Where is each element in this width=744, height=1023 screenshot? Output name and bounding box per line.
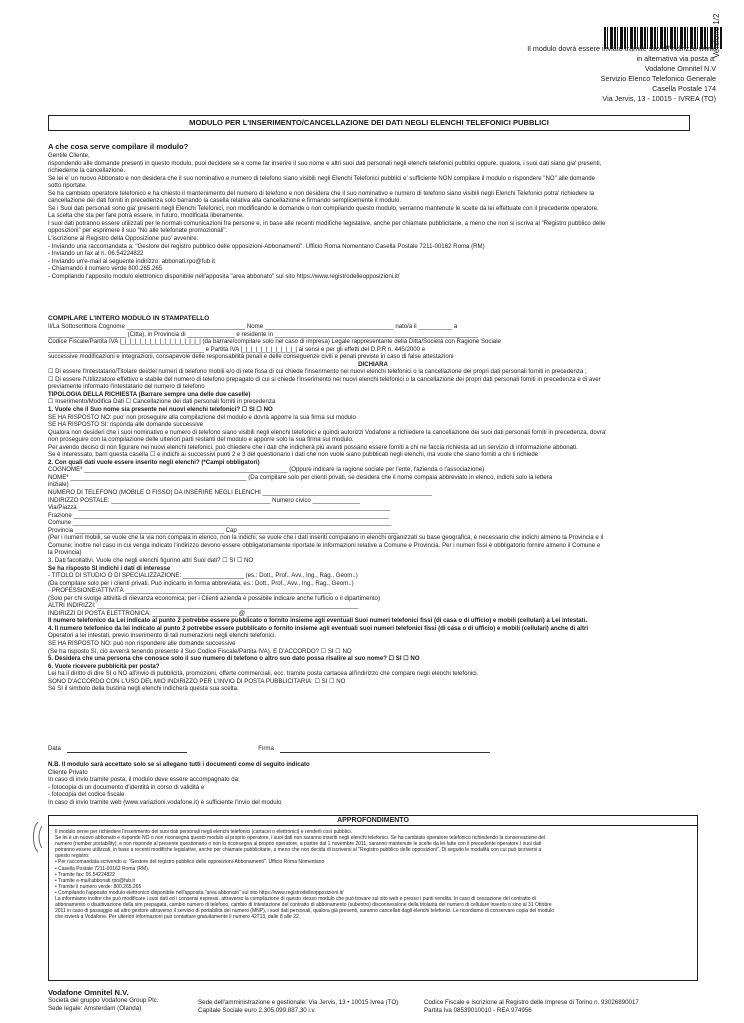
form-line: Qualora non desideri che i suoi nominativo e numero di telefono siano visibili negli elenchi telefonici e quindi autorizzi Vodafone a richiedere la cancellazione dei suoi dati personali forniti in precedenza, dovra' [48,428,607,436]
nb-line: - fotocopia di un documento d'identità in corso di validità e [48,783,205,791]
form-line: ALTRI INDIRIZZI: _____________________________________________________________________________ [48,602,359,610]
intro-line: cancellazione dei dati forniti in precedenza solo barrando la casella relativa alla cancellazione e firmando semplicemente il modulo. [48,197,401,205]
approfondimento-box [48,826,698,981]
form-heading: COMPILARE L'INTERO MODULO IN STAMPATELLO [48,315,210,322]
approfondimento-line: • Tramite e-mail:abbonati.rpo@fub.it [55,877,135,884]
form-line: (Solo per chi svolge attività di rilevanza economica; per i Clienti azienda è possibile indicare anche l'ufficio o il dipartimento) [48,594,380,602]
footer-line: Codice Fiscale e iscrizione al Registro delle Imprese di Torino n. 93026890017 [424,999,639,1006]
intro-line: richiederne la cancellazione. [48,167,125,175]
form-line: ______________________________________________ e Partita IVA |_|_|_|_|_|_|_|_|_|_|_| ai sensi e per gli effetti del D.P.R n. 445/2000 e [48,345,426,353]
approfondimento-text [55,829,691,920]
form-line: ☐ Inserimento/Modifica Dati ☐ Cancellazione dei dati personali forniti in precedenza [48,398,276,406]
intro-line: - Inviando un fax al n. 06.54224822 [48,250,144,258]
form-line: INDIRIZZI DI POSTA ELETTRONICA: _________________________ @ ______________________________ [48,609,349,617]
form-fields[interactable] [48,323,698,693]
form-line: Comune ______________________________________________________________________________________________ [48,519,392,527]
intro-line: Se ha cambiato operatore telefonico e ha chiesto il mantenimento del numero di telefono e non desidera che il suo nominativo e numero di telefono siano visibili negli Elenchi Telefonici potra' richiedere la [48,189,595,197]
form-line: successive modificazioni e integrazioni, consapevole delle responsabilità penali e delle conseguenze civili e penali previste in caso di false attestazioni [48,353,454,361]
intro-line: Se lei e' un nuovo Abbonato e non desidera che il suo nominativo e numero di telefono siano visibili negli Elenchi Telefonici pubblici e' sufficiente NON compilare il modulo o rispondere "NO" alle domande [48,174,596,182]
form-line: (Se ha risposto Sì, ciò avverrà tenendo presente il Suo Codice Fiscale/Partita IVA). È D'ACCORDO? ☐ SI ☐ NO [48,647,352,655]
form-line: SONO D'ACCORDO CON L'USO DEL MIO INDIRIZZO PER L'INVIO DI POSTA PUBBLICITARIA: ☐ SI ☐ NO [48,677,346,685]
date-label: Data [48,745,61,752]
form-line: iniziale) [48,481,69,489]
form-line: ☐ Di essere l'Intestatario/Titolare dei/del numeri di telefono mobili e/o di rete fissa di cui chiede l'inserimento nei nuovi elenchi telefonici o la cancellazione dei propri dati personali forniti in precedenza ; [48,368,587,376]
form-line: INDIRIZZO POSTALE: _______________________________________________ Numero civico ______________ [48,496,360,504]
date-field[interactable] [67,746,187,753]
approfondimento-line: • Per raccomandata scrivendo a: "Gestore del registro pubblico delle opposizioni-Abbonamenti". Ufficio Roma Nomentano [55,859,325,866]
form-line: ☐ Di essere l'Utilizzatore effettivo e stabile del numero di telefono prepagato di cui si chiede l'inserimento nei nuovi elenchi telefonici o la cancellazione dei propri dati personali forniti in precedenza e di aver [48,375,601,383]
form-line: Operatori a lei intestati, previo inserimento di tali numerazioni negli elenchi telefonici. [48,632,276,640]
approfondimento-line: 2011 in caso di passaggio ad altro gestore attraverso il servizio di portabilità del numero (MNP), i suoi dati personali, qualora già presenti, saranno cancellati dagli elenchi telefonici. Le ricordiamo di conservare copia del modulo [55,908,555,915]
form-line: Via/Piazza ____________________________________________________________________________________________ [48,504,391,512]
footer-center [198,999,398,1015]
nb-section [48,761,698,806]
stamp-mark-icon [28,820,48,854]
form-line: previamente informato l'intestatario del numero di telefono [48,383,205,391]
form-line: Per avendo deciso di non figurare nei nuovi elenchi telefonici, può chiedere che i dati che indicherà più avanti possano essere forniti a chi ne faccia richiesta ad un servizio di informazione abbonati. [48,443,578,451]
version-label: Versione 1/2 [712,13,721,58]
form-line: NOME* ____________________________________________________ (Da compilare solo per clienti privati, se desidera che il nome compaia abbreviato in elenco, indichi solo la lettera [48,473,553,481]
form-line: 3. Dati facoltativi. Vuole che negli elenchi figurino altri Suoi dati? ☐ SI ☐ NO [48,556,254,564]
footer-left [48,989,158,1013]
intro-line: - Inviando un'e-mail al seguente indirizzo: abbonati.rpo@fub.it [48,257,215,265]
approfondimento-line: che invierà a Vodafone. Per ulteriori informazioni può contattare gratuitamente il numero 42713, dalle 8 alle 22. [55,914,301,921]
approfondimento-line: potranno essere utilizzati, in base a recenti modifiche legislative, anche per chiamate pubblicitarie, a meno che non decida di iscriversi al "Registro pubblico delle opposizioni". Di seguito le modalità con cui può iscriversi a [55,847,542,854]
footer-line: Partita Iva 08539010010 - REA 974956 [424,1007,532,1014]
approfondimento-line: • Compilando l'apposito modulo elettronico disponibile nell'apposita "area abbonato" sul sito https://www.registrodelleopposizioni.it/ [55,889,344,896]
footer-line: Società del gruppo Vodafone Group Plc. [48,997,159,1004]
approfondimento-line: • Tramite fax: 06.54224822 [55,871,115,878]
footer-line: Sede legale: Amsterdam (Olanda) [48,1005,142,1012]
intro-text [48,152,698,280]
footer-right [424,999,639,1015]
form-line: la Provincia) [48,549,82,557]
company-name: Vodafone Omnitel N.V. [48,988,129,997]
signature-label: Firma [258,745,274,752]
intro-line: Se i Suoi dati personali sono gia' presenti negli Elenchi Telefonici, non modificando le domande o non compilando questo modulo, verranno mantenute le scelte da lei effettuate con il precedente operatore. [48,204,599,212]
header-line: Servizio Elenco Telefonico Generale [600,74,716,83]
header-line: Vodafone Omnitel N.V [644,64,716,73]
nb-text [48,769,698,807]
signature-row [48,745,698,757]
signature-field[interactable] [280,746,490,753]
approfondimento-line: questo registro: [55,853,90,860]
header-line: in alternativa via posta a: [636,54,716,63]
form-line: 2. Con quali dati vuole essere inserito negli elenchi? (*Campi obbligatori) [48,458,260,466]
approfondimento-line: • Casella Postale 7211-00162 Roma (RM). [55,865,150,872]
intro-line: - Compilando l'apposito modulo elettronico disponibile nell'apposita "area abbonato" sul sito https://www.registrodelleopposizioni.it/ [48,272,400,280]
intro-line: La scelta che sta per fare potrà essere, in futuro, modificata liberamente. [48,212,244,220]
form-line: Se è interessato, barri questa casella ☐ e indichi ai successivi punti 2 e 3 del questionario i dati che non vuole siano pubblicati negli elenchi, ma vuole che siano forniti a chi li richiede [48,451,539,459]
form-line: SE HA RISPOSTO SI: risponda alle domande successive [48,421,204,429]
form-line: 1. Vuole che il Suo nome sia presente nei nuovi elenchi telefonici? ☐ SI ☐ NO [48,406,273,414]
intro-line: opposizioni" per esprimere il suo "No alle telefonate promozionali". [48,227,228,235]
intro-line: rispondendo alle domande presenti in questo modulo, puoi decidere se e come far inserire il suo nome e altri suoi dati personali negli elenchi telefonici pubblici oppure, qualora, i suoi dati siano gia' presenti, [48,159,602,167]
form-line: NUMERO DI TELEFONO (MOBILE O FISSO) DA INSERIRE NEGLI ELENCHI __________________________________________________ [48,489,433,497]
form-line: TIPOLOGIA DELLA RICHIESTA (Barrare sempre una delle due caselle) [48,390,251,398]
form-line: 4. Il numero telefonico da lei indicato al punto 2 potrebbe essere pubblicato o fornito insieme agli eventuali suoi numeri telefonici fissi (di casa o di ufficio) e mobili (cellulari) anche di altri [48,624,589,632]
nb-line: Cliente Privato [48,768,88,776]
header-line: Casella Postale 174 [652,84,716,93]
approfondimento-line: Il modulo serve per richiedere l'inserimento dei suoi dati personali negli elenchi telefonici (cartacei o elettronici) e renderli così pubblici. [55,829,352,835]
intro-line: I suoi dati potranno essere utilizzati per le normali comunicazioni fra persone e, in base alle recenti modifiche legislative, anche per chiamate pubblicitarie, a meno che non si iscriva al "Registro pubblico delle [48,219,606,227]
form-line: - TITOLO DI STUDIO O DI SPECIALIZZAZIONE: __________________ (es.: Dott., Prof., Avv., Ing., Rag., Geom..) [48,572,358,580]
form-line: (Da compilare solo per i clienti privati. Può indicarlo in forma abbreviata, es.: Dott., Prof., Avv., Ing., Rag., Geom..) [48,579,354,587]
approfondimento-line: Se lei è un nuovo abbonato e risponde NO o non riconsegna questo modulo al proprio operatore, i suoi dati non saranno inseriti negli elenchi telefonici. Se ha cambiato operatore telefonico richiedendo la conservazione del [55,835,546,842]
form-section [48,314,698,693]
intro-section [48,142,698,280]
form-line: Codice Fiscale/Partita IVA |_|_|_|_|_|_|_|_|_|_|_|_|_|_|_|_| (da barrare/compilare solo nel caso di impresa) Legale rappresentante della Ditta/Società con Ragione Sociale [48,338,501,346]
nb-line: In caso di invio tramite posta, il modulo deve essere accompagnato da: [48,776,240,784]
footer-line: Capitale Sociale euro 2.305.099.887,30 i.v. [198,1007,316,1014]
header-line: Il modulo dovrà essere inviato tramite sito all'indirizzo www. [527,44,716,53]
intro-heading: A che cosa serve compilare il modulo? [48,142,189,151]
approfondimento-title: APPROFONDIMENTO [48,815,698,826]
nb-line: - fotocopia del codice fiscale [48,791,125,799]
approfondimento-line: • Tramite il numero verde: 800.265.265 [55,883,142,890]
form-line: (Per i numeri mobili, se vuole che la via non compaia in elenco, non la indichi; se vuole che i dati inseriti compaiano in elenchi organizzati su base geografica, è necessario che indichi almeno la Provincia e il [48,534,604,542]
header-line: Via Jervis, 13 - 10015 - IVREA (TO) [602,94,716,103]
nb-line: In caso di invio tramite web (www.variazioni.vodafone.it) è sufficiente l'invio del modulo [48,798,282,806]
form-line: Frazione _____________________________________________________________________________________________ [48,511,389,519]
page-title: MODULO PER L'INSERIMENTO/CANCELLAZIONE DEI DATI NEGLI ELENCHI TELEFONICI PUBBLICI [48,115,690,131]
form-line: DICHIARA [358,360,388,368]
form-line: Se SI il simbolo della bustina negli elenchi indicherà questa sua scelta. [48,685,239,693]
intro-line: - Inviando una raccomandata a: "Gestore del registro pubblico delle opposizioni-Abbonamenti". Ufficio Roma Nomentano Casella Postale 7211-00162 Roma (RM) [48,242,485,250]
intro-line: - Chiamando il numero verde 800.265.265 [48,265,163,273]
form-line: non proseguire con la compilazione delle ulteriori parti restanti del modulo e apporre solo la sua firma sul modulo. [48,436,354,444]
form-line: SE HA RISPOSTO NO: puo' non proseguire alla compilazione del modulo e dovrà apporre la sua firma sul modulo [48,413,356,421]
intro-line: sotto riportate. [48,182,87,190]
form-line: _______________________ (Citta), in Provincia di ______________ e residente in ____________________________________________________________ [48,330,479,338]
form-line: 6. Vuole ricevere pubblicità per posta? [48,662,160,670]
sender-address [527,44,716,104]
intro-line: Gentile Cliente, [48,152,90,159]
approfondimento-line: numero (number portability), e non risponde al presente questionario o non lo riconsegna al proprio operatore, a partire dal 1 novembre 2011, saranno mantenute le scelte da lei fatte con il precedente operatore.I suoi dati [55,841,542,848]
approfondimento-line: abbonamento o disattivazione della sim prepagata, cambio numero di telefono, cambio di intestazione del contratto di abbonamento (subentro) disconnessione della titolarità del numero di cellulare inserito o sino al 31 Ottobre [55,902,552,909]
footer-line: Sede dell'amministrazione e gestionale: Via Jervis, 13 • 10015 Ivrea (TO) [198,999,399,1006]
form-line: Provincia ____________________________________________ Cap _______________________________________________ [48,526,398,534]
form-line: COGNOME* ____________________________________________________________ (Oppure indicare la ragione sociale per l'ente, l'azienda o l'associazione) [48,466,485,474]
form-line: 5. Desidera che una persona che conosce solo il suo numero di telefono o altro suo dato possa risalire al suo nome? ☐ SI ☐ NO [48,655,420,663]
approfondimento-line: La informiamo inoltre che può modificare i suoi dati ed i consensi espressi, attraverso la compilazione di questo stesso modulo che può trovare sul sito web e presso i punti vendita. In caso di cessazione del contratto di [55,896,536,903]
form-line: Lei ha il diritto di dire SI o NO all'invio di pubblicità, promozioni, offerte commerciali, ecc. tramite posta cartacea all'indirizzo che compare negli elenchi telefonici. [48,670,479,678]
intro-line: L'iscrizione al Registro della Opposizione puo' avvenire: [48,235,199,243]
nb-heading: N.B. Il modulo sarà accettato solo se si allegano tutti i documenti come di seguito indicato [48,761,310,768]
form-line: Se ha risposto SI indichi i dati di interesse [48,564,171,572]
form-line: Il/La Sottoscritto/a Cognome ___________________________________ Nome ______________________________________ nato/a il __________ a [48,323,458,330]
form-line: Comune; inoltre nel caso in cui venga indicato l'indirizzo devono essere obbligatoriamente riportate le informazioni relative a Comune e Provincia. Per i numeri fissi è obbligatorio fornire almeno il Comune e [48,541,601,549]
form-line: Il numero telefonico da Lei indicato al punto 2 potrebbe essere pubblicato o fornito insieme agli eventuali Suoi numeri telefonici fissi (di casa o di ufficio) e mobili (cellulari) a Lei intestati. [48,617,588,625]
form-line: - PROFESSIONE/ATTIVITÀ _____________________________________________________________ [48,587,333,595]
form-line: SE HA RISPOSTO NO: può non rispondere alle domande successive [48,639,236,647]
